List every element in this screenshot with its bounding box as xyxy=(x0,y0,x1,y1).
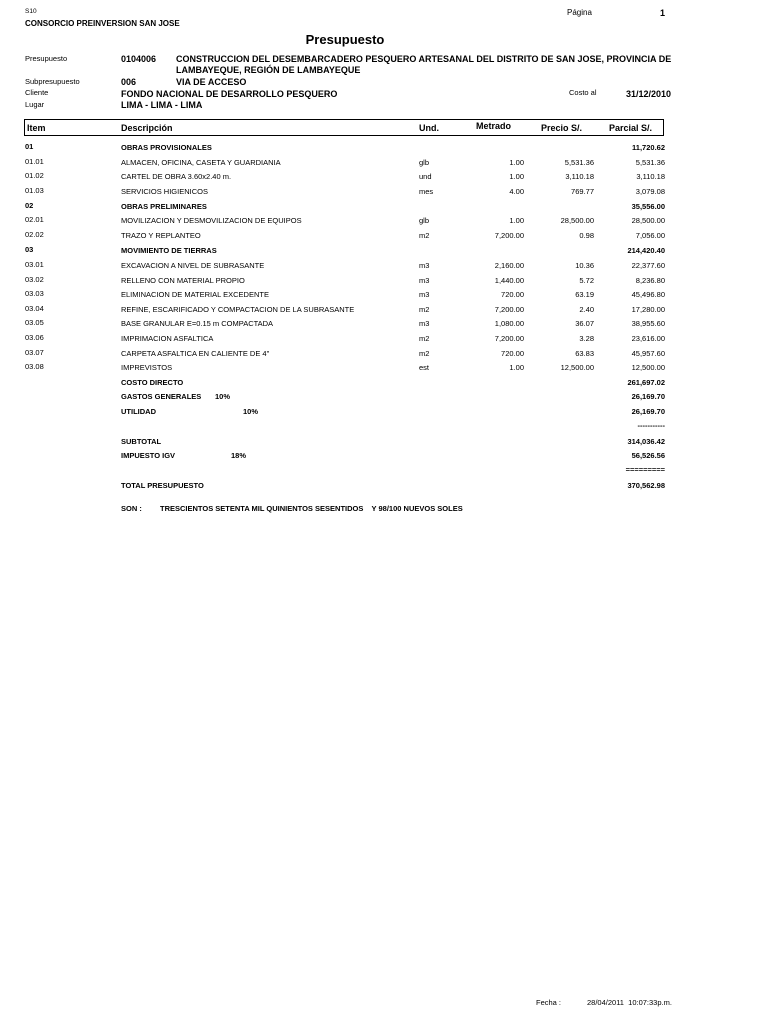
row-precio: 28,500.00 xyxy=(560,216,594,225)
row-unit: m3 xyxy=(419,261,430,270)
row-description: REFINE, ESCARIFICADO Y COMPACTACION DE LA SUBRASANTE xyxy=(121,305,355,314)
row-description: MOVILIZACION Y DESMOVILIZACION DE EQUIPOS xyxy=(121,216,302,225)
header-item: Item xyxy=(27,123,46,133)
row-metrado: 720.00 xyxy=(501,349,524,358)
igv-value: 56,526.56 xyxy=(631,451,665,460)
row-metrado: 1,080.00 xyxy=(494,319,524,328)
gastos-label: GASTOS GENERALES xyxy=(121,392,202,401)
lugar-label: Lugar xyxy=(25,100,45,109)
header-metrado: Metrado xyxy=(476,121,512,131)
row-precio: 63.83 xyxy=(575,349,594,358)
row-item: 01 xyxy=(25,142,34,151)
separator-equals: ========= xyxy=(625,465,665,474)
row-parcial: 28,500.00 xyxy=(631,216,665,225)
presupuesto-code: 0104006 xyxy=(121,54,157,64)
row-precio: 36.07 xyxy=(575,319,594,328)
row-unit: m2 xyxy=(419,334,430,343)
row-description: ELIMINACION DE MATERIAL EXCEDENTE xyxy=(121,290,269,299)
row-item: 03.01 xyxy=(25,260,44,269)
row-parcial: 11,720.62 xyxy=(632,143,665,152)
table-row xyxy=(0,362,768,376)
row-description: IMPREVISTOS xyxy=(121,363,173,372)
row-unit: m3 xyxy=(419,319,430,328)
row-description: OBRAS PRELIMINARES xyxy=(121,202,207,211)
row-item: 01.03 xyxy=(25,186,44,195)
row-item: 03.08 xyxy=(25,362,44,371)
row-parcial: 38,955.60 xyxy=(631,319,665,328)
row-precio: 10.36 xyxy=(575,261,594,270)
table-row xyxy=(0,230,768,244)
row-description: CARTEL DE OBRA 3.60x2.40 m. xyxy=(121,172,232,181)
gastos-pct: 10% xyxy=(215,392,231,401)
header-parcial: Parcial S/. xyxy=(609,123,653,133)
row-item: 02 xyxy=(25,201,34,210)
row-precio: 3,110.18 xyxy=(565,172,594,181)
row-item: 01.02 xyxy=(25,171,44,180)
row-parcial: 45,957.60 xyxy=(631,349,665,358)
row-metrado: 7,200.00 xyxy=(494,231,524,240)
son-label: SON : xyxy=(121,504,142,513)
row-unit: m2 xyxy=(419,349,430,358)
row-description: OBRAS PROVISIONALES xyxy=(121,143,212,152)
row-unit: mes xyxy=(419,187,434,196)
row-parcial: 3,079.08 xyxy=(635,187,665,196)
total-value: 370,562.98 xyxy=(627,481,665,490)
fecha-value: 28/04/2011 10:07:33p.m. xyxy=(587,998,672,1007)
system-code: S10 xyxy=(25,8,37,15)
cliente-label: Cliente xyxy=(25,88,49,97)
header-precio: Precio S/. xyxy=(541,123,583,133)
row-item: 02.02 xyxy=(25,230,44,239)
row-metrado: 2,160.00 xyxy=(494,261,524,270)
utilidad-pct: 10% xyxy=(243,407,259,416)
table-group-row xyxy=(0,142,768,156)
row-parcial: 23,616.00 xyxy=(631,334,665,343)
table-row xyxy=(0,157,768,171)
costo-label: Costo al xyxy=(569,88,597,97)
row-metrado: 4.00 xyxy=(509,187,524,196)
row-description: TRAZO Y REPLANTEO xyxy=(121,231,201,240)
row-metrado: 1,440.00 xyxy=(494,276,524,285)
row-description: SERVICIOS HIGIENICOS xyxy=(121,187,208,196)
row-precio: 5,531.36 xyxy=(564,158,594,167)
row-item: 03.07 xyxy=(25,348,44,357)
lugar-name: LIMA - LIMA - LIMA xyxy=(121,100,203,110)
table-group-row xyxy=(0,201,768,215)
row-parcial: 7,056.00 xyxy=(635,231,665,240)
presupuesto-name-line1: CONSTRUCCION DEL DESEMBARCADERO PESQUERO ARTESANAL DEL DISTRITO DE SAN JOSE, PROVINCIA DE xyxy=(176,54,672,64)
subtotal-label: SUBTOTAL xyxy=(121,437,162,446)
table-row xyxy=(0,186,768,200)
page-number: 1 xyxy=(660,8,666,18)
row-unit: m2 xyxy=(419,231,430,240)
row-parcial: 214,420.40 xyxy=(627,246,665,255)
row-parcial: 22,377.60 xyxy=(631,261,665,270)
subpresupuesto-label: Subpresupuesto xyxy=(25,77,80,86)
row-item: 02.01 xyxy=(25,215,44,224)
row-item: 03.03 xyxy=(25,289,44,298)
table-row xyxy=(0,260,768,274)
row-metrado: 7,200.00 xyxy=(494,305,524,314)
fecha-label: Fecha : xyxy=(536,998,562,1007)
subpresupuesto-name: VIA DE ACCESO xyxy=(176,77,247,87)
table-row xyxy=(0,289,768,303)
row-precio: 2.40 xyxy=(579,305,594,314)
presupuesto-name-line2: LAMBAYEQUE, REGIÓN DE LAMBAYEQUE xyxy=(176,65,361,75)
row-description: ALMACEN, OFICINA, CASETA Y GUARDIANIA xyxy=(121,158,281,167)
row-metrado: 1.00 xyxy=(509,172,524,181)
row-unit: und xyxy=(419,172,432,181)
row-item: 03.02 xyxy=(25,275,44,284)
table-row xyxy=(0,275,768,289)
row-precio: 3.28 xyxy=(579,334,594,343)
header-und: Und. xyxy=(419,123,439,133)
row-item: 03.06 xyxy=(25,333,44,342)
costo-date: 31/12/2010 xyxy=(626,89,672,99)
gastos-value: 26,169.70 xyxy=(631,392,665,401)
costo-directo-label: COSTO DIRECTO xyxy=(121,378,184,387)
row-description: CARPETA ASFALTICA EN CALIENTE DE 4" xyxy=(121,349,270,358)
row-metrado: 7,200.00 xyxy=(494,334,524,343)
company-name: CONSORCIO PREINVERSION SAN JOSE xyxy=(25,19,180,28)
table-row xyxy=(0,215,768,229)
row-description: BASE GRANULAR E=0.15 m COMPACTADA xyxy=(121,319,274,328)
row-parcial: 12,500.00 xyxy=(631,363,665,372)
row-parcial: 3,110.18 xyxy=(636,172,665,181)
row-parcial: 5,531.36 xyxy=(635,158,665,167)
igv-pct: 18% xyxy=(231,451,247,460)
row-description: MOVIMIENTO DE TIERRAS xyxy=(121,246,217,255)
total-label: TOTAL PRESUPUESTO xyxy=(121,481,204,490)
utilidad-label: UTILIDAD xyxy=(121,407,156,416)
table-group-row xyxy=(0,245,768,259)
utilidad-value: 26,169.70 xyxy=(631,407,665,416)
separator-dashes: ----------- xyxy=(637,421,665,430)
row-unit: m3 xyxy=(419,290,430,299)
table-row xyxy=(0,171,768,185)
row-precio: 769.77 xyxy=(571,187,594,196)
page-title: Presupuesto xyxy=(305,32,385,47)
row-parcial: 17,280.00 xyxy=(631,305,665,314)
amount-in-words: TRESCIENTOS SETENTA MIL QUINIENTOS SESENTIDOS Y 98/100 NUEVOS SOLES xyxy=(160,504,463,513)
row-item: 03 xyxy=(25,245,34,254)
row-metrado: 720.00 xyxy=(501,290,524,299)
costo-directo-value: 261,697.02 xyxy=(627,378,665,387)
row-unit: glb xyxy=(419,216,430,225)
page-label: Página xyxy=(567,8,592,17)
header-descripcion: Descripción xyxy=(121,123,173,133)
row-precio: 63.19 xyxy=(575,290,594,299)
row-description: IMPRIMACION ASFALTICA xyxy=(121,334,214,343)
presupuesto-label: Presupuesto xyxy=(25,54,68,63)
table-header xyxy=(24,119,664,136)
row-precio: 5.72 xyxy=(579,276,594,285)
row-parcial: 8,236.80 xyxy=(635,276,665,285)
row-metrado: 1.00 xyxy=(509,363,524,372)
row-parcial: 45,496.80 xyxy=(631,290,665,299)
row-parcial: 35,556.00 xyxy=(631,202,665,211)
table-row xyxy=(0,333,768,347)
cliente-name: FONDO NACIONAL DE DESARROLLO PESQUERO xyxy=(121,89,338,99)
subtotal-value: 314,036.42 xyxy=(627,437,665,446)
row-item: 03.05 xyxy=(25,318,44,327)
row-unit: glb xyxy=(419,158,430,167)
table-row xyxy=(0,304,768,318)
row-precio: 12,500.00 xyxy=(560,363,594,372)
table-row xyxy=(0,348,768,362)
subpresupuesto-code: 006 xyxy=(121,77,137,87)
row-description: EXCAVACION A NIVEL DE SUBRASANTE xyxy=(121,261,265,270)
row-metrado: 1.00 xyxy=(509,216,524,225)
table-row xyxy=(0,318,768,332)
row-description: RELLENO CON MATERIAL PROPIO xyxy=(121,276,245,285)
row-unit: m3 xyxy=(419,276,430,285)
row-item: 01.01 xyxy=(25,157,44,166)
row-metrado: 1.00 xyxy=(509,158,524,167)
row-unit: est xyxy=(419,363,430,372)
igv-label: IMPUESTO IGV xyxy=(121,451,176,460)
row-item: 03.04 xyxy=(25,304,44,313)
row-unit: m2 xyxy=(419,305,430,314)
row-precio: 0.98 xyxy=(579,231,594,240)
